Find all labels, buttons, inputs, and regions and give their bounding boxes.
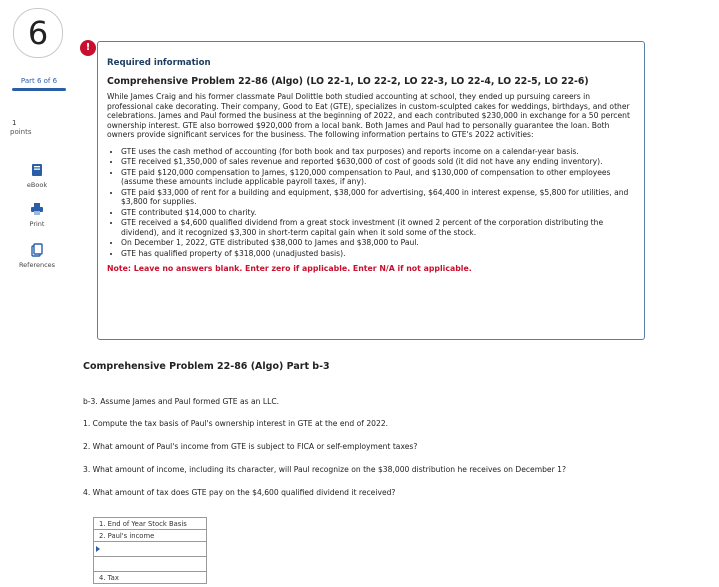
question-number-badge <box>13 8 63 58</box>
print-label: Print <box>29 220 45 228</box>
ebook-button[interactable] <box>14 163 60 189</box>
required-information-heading: Required information <box>107 58 211 68</box>
answer-row-label: 4. Tax <box>94 572 207 584</box>
answer-input-cell[interactable] <box>94 542 207 557</box>
table-row <box>94 518 207 530</box>
list-item: • GTE paid $33,000 of rent for a building and equipment, $38,000 for advertising, $64,400 in interest expense, $5,800 for utilities, and $3,800 for supplies. <box>121 188 635 207</box>
alert-icon: ! <box>80 40 96 56</box>
table-row <box>94 572 207 584</box>
references-label: References <box>18 261 56 269</box>
ebook-icon <box>14 163 60 179</box>
print-button[interactable] <box>14 202 60 228</box>
problem-title: Comprehensive Problem 22-86 (Algo) (LO 22-1, LO 22-2, LO 22-3, LO 22-4, LO 22-5, LO 22-6) <box>107 76 589 87</box>
table-row <box>94 557 207 572</box>
assumption-text: b-3. Assume James and Paul formed GTE as an LLC. <box>83 397 280 406</box>
list-item: • GTE paid $120,000 compensation to James, $120,000 compensation to Paul, and $130,000 of compensation to other employees (assume these amounts include applicable payroll taxes, if any). <box>121 168 635 187</box>
references-icon <box>14 243 60 259</box>
question-1: 1. Compute the tax basis of Paul's ownership interest in GTE at the end of 2022. <box>83 419 389 428</box>
answer-row-label: 2. Paul's income <box>94 530 207 542</box>
list-item: • GTE received a $4,600 qualified dividend from a great stock investment (it owned 2 percent of the corporation distributing the dividend), and it recognized $3,300 in short-term capital gain when it sold some of the stock. <box>121 218 635 237</box>
list-item: • GTE received $1,350,000 of sales revenue and reported $630,000 of cost of goods sold (it did not have any ending inventory). <box>121 157 635 167</box>
list-item: • GTE uses the cash method of accounting (for both book and tax purposes) and reports income on a calendar-year basis. <box>121 147 635 157</box>
part-progress-bar <box>12 88 66 91</box>
part-title: Comprehensive Problem 22-86 (Algo) Part b-3 <box>83 361 330 372</box>
references-button[interactable] <box>14 243 60 269</box>
list-item: • GTE has qualified property of $318,000 (unadjusted basis). <box>121 249 635 259</box>
question-2: 2. What amount of Paul's income from GTE is subject to FICA or self-employment taxes? <box>83 442 418 451</box>
answer-input-cell[interactable] <box>94 557 207 572</box>
question-number: 6 <box>27 14 49 52</box>
points-label: points <box>10 128 32 136</box>
instructions-note: Note: Leave no answers blank. Enter zero if applicable. Enter N/A if not applicable. <box>107 264 472 273</box>
list-item: • On December 1, 2022, GTE distributed $38,000 to James and $38,000 to Paul. <box>121 238 635 248</box>
ebook-label: eBook <box>26 181 48 189</box>
answer-table <box>93 517 207 584</box>
points-value: 1 <box>12 119 17 127</box>
table-row <box>94 542 207 557</box>
print-icon <box>14 202 60 218</box>
table-row <box>94 530 207 542</box>
activities-list <box>107 147 635 259</box>
question-4: 4. What amount of tax does GTE pay on the $4,600 qualified dividend it received? <box>83 488 396 497</box>
question-3: 3. What amount of income, including its character, will Paul recognize on the $38,000 distribution he receives on December 1? <box>83 465 566 474</box>
problem-intro: While James Craig and his former classmate Paul Dolittle both studied accounting at school, they ended up pursuing careers in professional cake decorating. Their company, Good to Eat (GTE), specializes in custom-sculpted cakes for weddings, birthdays, and other celebrations. James and Paul formed the business at the beginning of 2022, and each contributed $230,000 in exchange for a 50 percent ownership interest. GTE also borrowed $920,000 from a local bank. Both James and Paul had to personally guarantee the loan. Both owners provide significant services for the business. The following information pertains to GTE's 2022 activities: <box>107 92 630 139</box>
part-progress-label: Part 6 of 6 <box>20 77 58 85</box>
list-item: • GTE contributed $14,000 to charity. <box>121 208 635 218</box>
answer-row-label: 1. End of Year Stock Basis <box>94 518 207 530</box>
row-pointer-icon <box>96 546 100 552</box>
required-information-panel <box>97 41 645 340</box>
